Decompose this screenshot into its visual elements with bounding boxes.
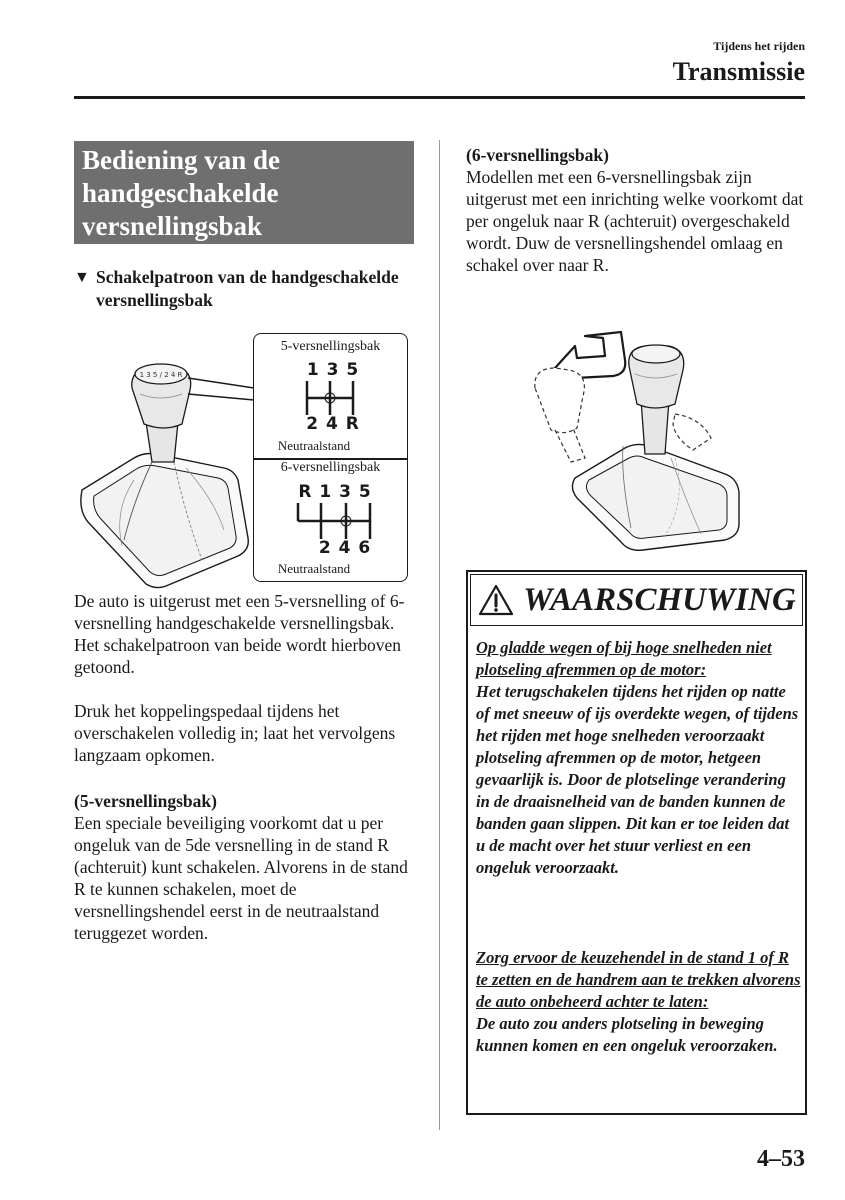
paragraph-clutch: Druk het koppelingspedaal tijdens het overschakelen volledig in; laat het vervolgens langzaam opkomen. xyxy=(74,701,396,765)
paragraph-six-speed xyxy=(466,144,811,276)
knob-pattern-label: 1 3 5 / 2 4 R xyxy=(139,371,183,379)
warning-block-parking xyxy=(476,947,801,1057)
six-speed-label: 6-versnellingsbak xyxy=(280,460,381,475)
section-title: Bediening van de handgeschakelde versnellingsbak xyxy=(74,141,414,244)
warning-block2-body: De auto zou anders plotseling in beweging kunnen komen en een ongeluk veroorzaken. xyxy=(476,1014,778,1055)
paragraph-five-speed-heading: (5-versnellingsbak) xyxy=(74,791,217,811)
warning-block-engine-braking xyxy=(476,637,801,879)
five-speed-neutral-label: Neutraalstand xyxy=(277,438,351,453)
five-speed-label: 5-versnellingsbak xyxy=(280,339,381,354)
six-speed-top-gears: R 1 3 5 xyxy=(298,482,372,502)
subheading-text: Schakelpatroon van de handgeschakelde versnellingsbak xyxy=(96,267,399,310)
paragraph-intro: De auto is uitgerust met een 5-versnelling of 6-versnelling handgeschakelde versnellingsbak. Het schakelpatroon van beide wordt hierboven getoond. xyxy=(74,591,405,677)
six-speed-bottom-gears: 2 4 6 xyxy=(318,538,372,558)
warning-title-text: WAARSCHUWING xyxy=(523,581,796,618)
running-header-chapter: Transmissie xyxy=(672,57,805,86)
six-speed-gate-diagram xyxy=(290,503,380,539)
paragraph-six-speed-heading: (6-versnellingsbak) xyxy=(466,145,609,165)
subheading xyxy=(74,266,414,312)
warning-block1-heading: Op gladde wegen of bij hoge snelheden niet plotseling afremmen op de motor: xyxy=(476,638,772,679)
header-rule xyxy=(74,96,805,99)
warning-title xyxy=(470,574,803,626)
five-speed-gate-diagram xyxy=(300,381,360,415)
six-speed-neutral-label: Neutraalstand xyxy=(277,561,351,576)
warning-block1-body: Het terugschakelen tijdens het rijden op natte of met sneeuw of ijs overdekte wegen, of tijdens het rijden met hoge snelheden veroorzaakt plotseling afremmen op de motor, hetgeen gevaarlijk is. Door de plotselinge verandering in de draaisnelheid van de banden kunnen de banden gaan slippen. Dit kan er toe leiden dat u de macht over het stuur verliest en een ongeluk veroorzaakt. xyxy=(476,682,799,877)
page-number: 4–53 xyxy=(757,1146,805,1172)
column-divider xyxy=(439,140,440,1130)
paragraph-five-speed-body: Een speciale beveiliging voorkomt dat u per ongeluk van de 5de versnelling in de stand R (achteruit) kunt schakelen. Alvorens in de stand R te kunnen schakelen, moet de versnellingshendel eerst in de neutraalstand teruggezet worden. xyxy=(74,813,408,943)
five-speed-top-gears: 1 3 5 xyxy=(306,360,360,380)
shift-knob-illustration xyxy=(74,350,264,590)
running-header-section: Tijdens het rijden xyxy=(713,39,805,53)
five-speed-bottom-gears: 2 4 R xyxy=(306,414,360,434)
reverse-push-down-illustration xyxy=(525,328,750,553)
triangle-bullet-icon: ▼ xyxy=(74,269,90,286)
paragraph-five-speed xyxy=(74,790,419,944)
warning-triangle-icon xyxy=(477,583,515,617)
paragraph-six-speed-body: Modellen met een 6-versnellingsbak zijn uitgerust met een inrichting welke voorkomt dat per ongeluk naar R (achteruit) overgeschakeld wordt. Duw de versnellingshendel omlaag en schakel over naar R. xyxy=(466,167,804,275)
warning-block2-heading: Zorg ervoor de keuzehendel in de stand 1 of R te zetten en de handrem aan te trekken alvorens de auto onbeheerd achter te laten: xyxy=(476,948,801,1011)
